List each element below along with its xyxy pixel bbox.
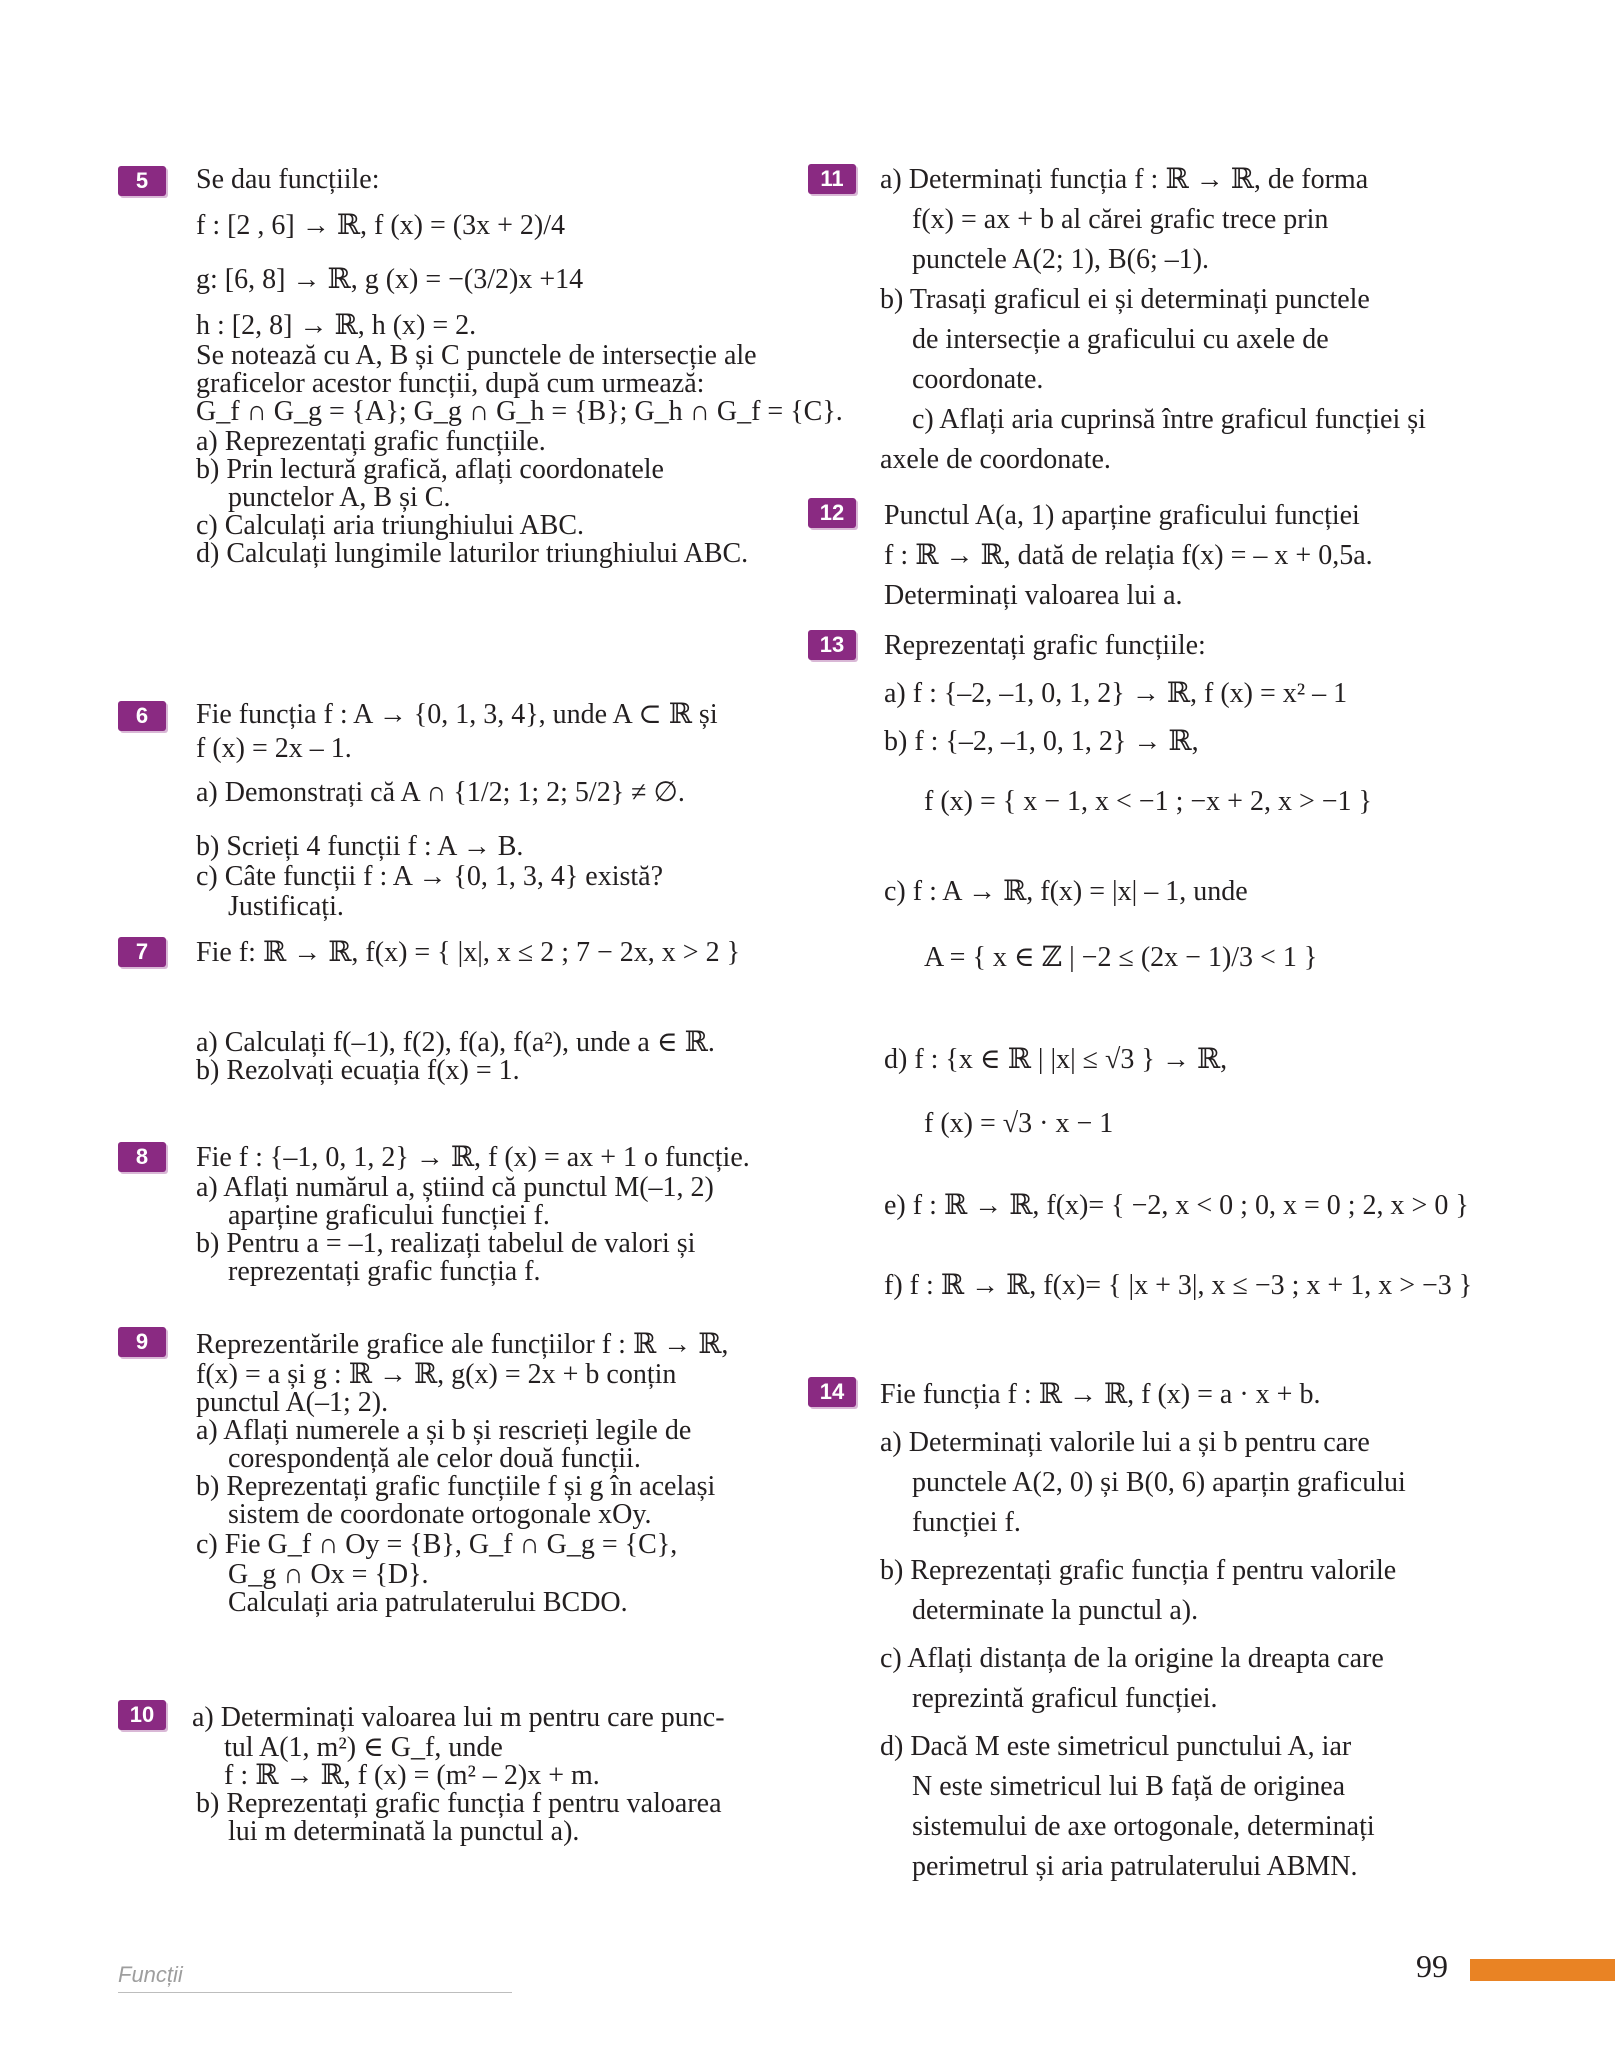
footer-chapter-label: Funcții [118,1962,183,1987]
exercise-14-line: d) Dacă M este simetricul punctului A, iar [880,1731,1352,1762]
exercise-13-line: f (x) = √3 · x − 1 [924,1108,1114,1139]
page-accent-bar [1470,1959,1615,1981]
exercise-14-line: c) Aflați distanța de la origine la dreapta care [880,1643,1384,1674]
exercise-number-badge: 8 [118,1142,166,1172]
exercise-10-line: b) Reprezentați grafic funcția f pentru valoarea [196,1788,722,1819]
exercise-11-line: a) Determinați funcția f : ℝ → ℝ, de forma [880,164,1369,195]
exercise-6-line: c) Câte funcții f : A → {0, 1, 3, 4} există? [196,861,664,892]
exercise-5-line: d) Calculați lungimile laturilor triunghiului ABC. [196,538,749,569]
exercise-8-line: b) Pentru a = –1, realizați tabelul de valori și [196,1228,696,1259]
exercise-9-line: G_g ∩ Ox = {D}. [228,1559,429,1590]
exercise-9-line: sistem de coordonate ortogonale xOy. [228,1499,652,1530]
exercise-13-line: Reprezentați grafic funcțiile: [884,630,1206,661]
exercise-6-line: Justificați. [228,891,344,922]
exercise-number-badge: 10 [118,1700,166,1730]
exercise-5-line: punctelor A, B și C. [228,482,451,513]
exercise-7-line: Fie f: ℝ → ℝ, f(x) = { |x|, x ≤ 2 ; 7 − 2x, x > 2 } [196,937,741,968]
exercise-9-line: corespondență ale celor două funcții. [228,1443,641,1474]
exercise-5-line: f : [2 , 6] → ℝ, f (x) = (3x + 2)/4 [196,210,566,241]
exercise-8-line: reprezentați grafic funcția f. [228,1256,541,1287]
exercise-6-line: f (x) = 2x – 1. [196,733,352,764]
exercise-14-line: reprezintă graficul funcției. [912,1683,1218,1714]
exercise-9-line: punctul A(–1; 2). [196,1387,389,1418]
exercise-7-line: b) Rezolvați ecuația f(x) = 1. [196,1055,520,1086]
exercise-number-badge: 5 [118,166,166,196]
exercise-14-line: Fie funcția f : ℝ → ℝ, f (x) = a · x + b. [880,1379,1321,1410]
exercise-14-line: b) Reprezentați grafic funcția f pentru valorile [880,1555,1397,1586]
exercise-11-line: b) Trasați graficul ei și determinați punctele [880,284,1370,315]
exercise-13-line: A = { x ∈ ℤ | −2 ≤ (2x − 1)/3 < 1 } [924,942,1318,973]
exercise-14-line: sistemului de axe ortogonale, determinați [912,1811,1375,1842]
exercise-8-line: Fie f : {–1, 0, 1, 2} → ℝ, f (x) = ax + 1 o funcție. [196,1142,750,1173]
exercise-number-badge: 14 [808,1377,856,1407]
exercise-10-line: a) Determinați valoarea lui m pentru care punc- [192,1702,725,1733]
page-number: 99 [1416,1948,1448,1984]
exercise-7-line: a) Calculați f(–1), f(2), f(a), f(a²), unde a ∈ ℝ. [196,1027,715,1058]
exercise-13-line: d) f : {x ∈ ℝ | |x| ≤ √3 } → ℝ, [884,1044,1228,1075]
exercise-8-line: aparține graficului funcției f. [228,1200,550,1231]
exercise-number-badge: 7 [118,937,166,967]
exercise-9-line: a) Aflați numerele a și b și rescrieți legile de [196,1415,692,1446]
exercise-12-line: f : ℝ → ℝ, dată de relația f(x) = – x + 0,5a. [884,540,1373,571]
exercise-8-line: a) Aflați numărul a, știind că punctul M(–1, 2) [196,1172,714,1203]
exercise-9-line: Reprezentările grafice ale funcțiilor f : ℝ → ℝ, [196,1329,729,1360]
exercise-number-badge: 9 [118,1327,166,1357]
exercise-6-line: b) Scrieți 4 funcții f : A → B. [196,831,524,862]
exercise-9-line: c) Fie G_f ∩ Oy = {B}, G_f ∩ G_g = {C}, [196,1529,678,1560]
exercise-14-line: a) Determinați valorile lui a și b pentru care [880,1427,1370,1458]
exercise-number-badge: 6 [118,701,166,731]
exercise-11-line: axele de coordonate. [880,444,1111,475]
exercise-13-line: a) f : {–2, –1, 0, 1, 2} → ℝ, f (x) = x² – 1 [884,678,1348,709]
exercise-14-line: determinate la punctul a). [912,1595,1199,1626]
exercise-14-line: N este simetricul lui B față de originea [912,1771,1346,1802]
exercise-13-line: f (x) = { x − 1, x < −1 ; −x + 2, x > −1 } [924,786,1372,817]
exercise-10-line: tul A(1, m²) ∈ G_f, unde [224,1732,503,1763]
exercise-5-line: h : [2, 8] → ℝ, h (x) = 2. [196,310,477,341]
exercise-11-line: punctele A(2; 1), B(6; –1). [912,244,1210,275]
exercise-10-line: f : ℝ → ℝ, f (x) = (m² – 2)x + m. [224,1760,600,1791]
exercise-5-line: b) Prin lectură grafică, aflați coordonatele [196,454,664,485]
exercise-11-line: f(x) = ax + b al cărei grafic trece prin [912,204,1329,235]
exercise-number-badge: 11 [808,164,856,194]
exercise-14-line: punctele A(2, 0) și B(0, 6) aparțin graficului [912,1467,1406,1498]
exercise-5-line: graficelor acestor funcții, după cum urmează: [196,368,705,399]
exercise-6-line: Fie funcția f : A → {0, 1, 3, 4}, unde A ⊂ ℝ și [196,699,718,730]
exercise-13-line: f) f : ℝ → ℝ, f(x)= { |x + 3|, x ≤ −3 ; x + 1, x > −3 } [884,1270,1473,1301]
exercise-9-line: Calculați aria patrulaterului BCDO. [228,1587,628,1618]
exercise-11-line: c) Aflați aria cuprinsă între graficul funcției și [912,404,1426,435]
exercise-13-line: c) f : A → ℝ, f(x) = |x| – 1, unde [884,876,1248,907]
exercise-number-badge: 12 [808,498,856,528]
exercise-6-line: a) Demonstrați că A ∩ {1/2; 1; 2; 5/2} ≠ ∅. [196,777,685,808]
exercise-14-line: funcției f. [912,1507,1021,1538]
exercise-14-line: perimetrul și aria patrulaterului ABMN. [912,1851,1358,1882]
exercise-5-line: g: [6, 8] → ℝ, g (x) = −(3/2)x +14 [196,264,584,295]
exercise-9-line: f(x) = a și g : ℝ → ℝ, g(x) = 2x + b conțin [196,1359,677,1390]
exercise-11-line: coordonate. [912,364,1044,395]
exercise-9-line: b) Reprezentați grafic funcțiile f și g în același [196,1471,716,1502]
exercise-5-line: Se notează cu A, B și C punctele de intersecție ale [196,340,757,371]
exercise-5-line: Se dau funcțiile: [196,164,380,195]
exercise-12-line: Punctul A(a, 1) aparține graficului funcției [884,500,1360,531]
exercise-5-line: G_f ∩ G_g = {A}; G_g ∩ G_h = {B}; G_h ∩ G_f = {C}. [196,396,843,427]
exercise-number-badge: 13 [808,630,856,660]
exercise-12-line: Determinați valoarea lui a. [884,580,1183,611]
exercise-5-line: c) Calculați aria triunghiului ABC. [196,510,585,541]
exercise-13-line: e) f : ℝ → ℝ, f(x)= { −2, x < 0 ; 0, x = 0 ; 2, x > 0 } [884,1190,1469,1221]
exercise-11-line: de intersecție a graficului cu axele de [912,324,1329,355]
exercise-5-line: a) Reprezentați grafic funcțiile. [196,426,546,457]
exercise-13-line: b) f : {–2, –1, 0, 1, 2} → ℝ, [884,726,1199,757]
exercise-10-line: lui m determinată la punctul a). [228,1816,580,1847]
footer-rule [118,1992,512,1993]
